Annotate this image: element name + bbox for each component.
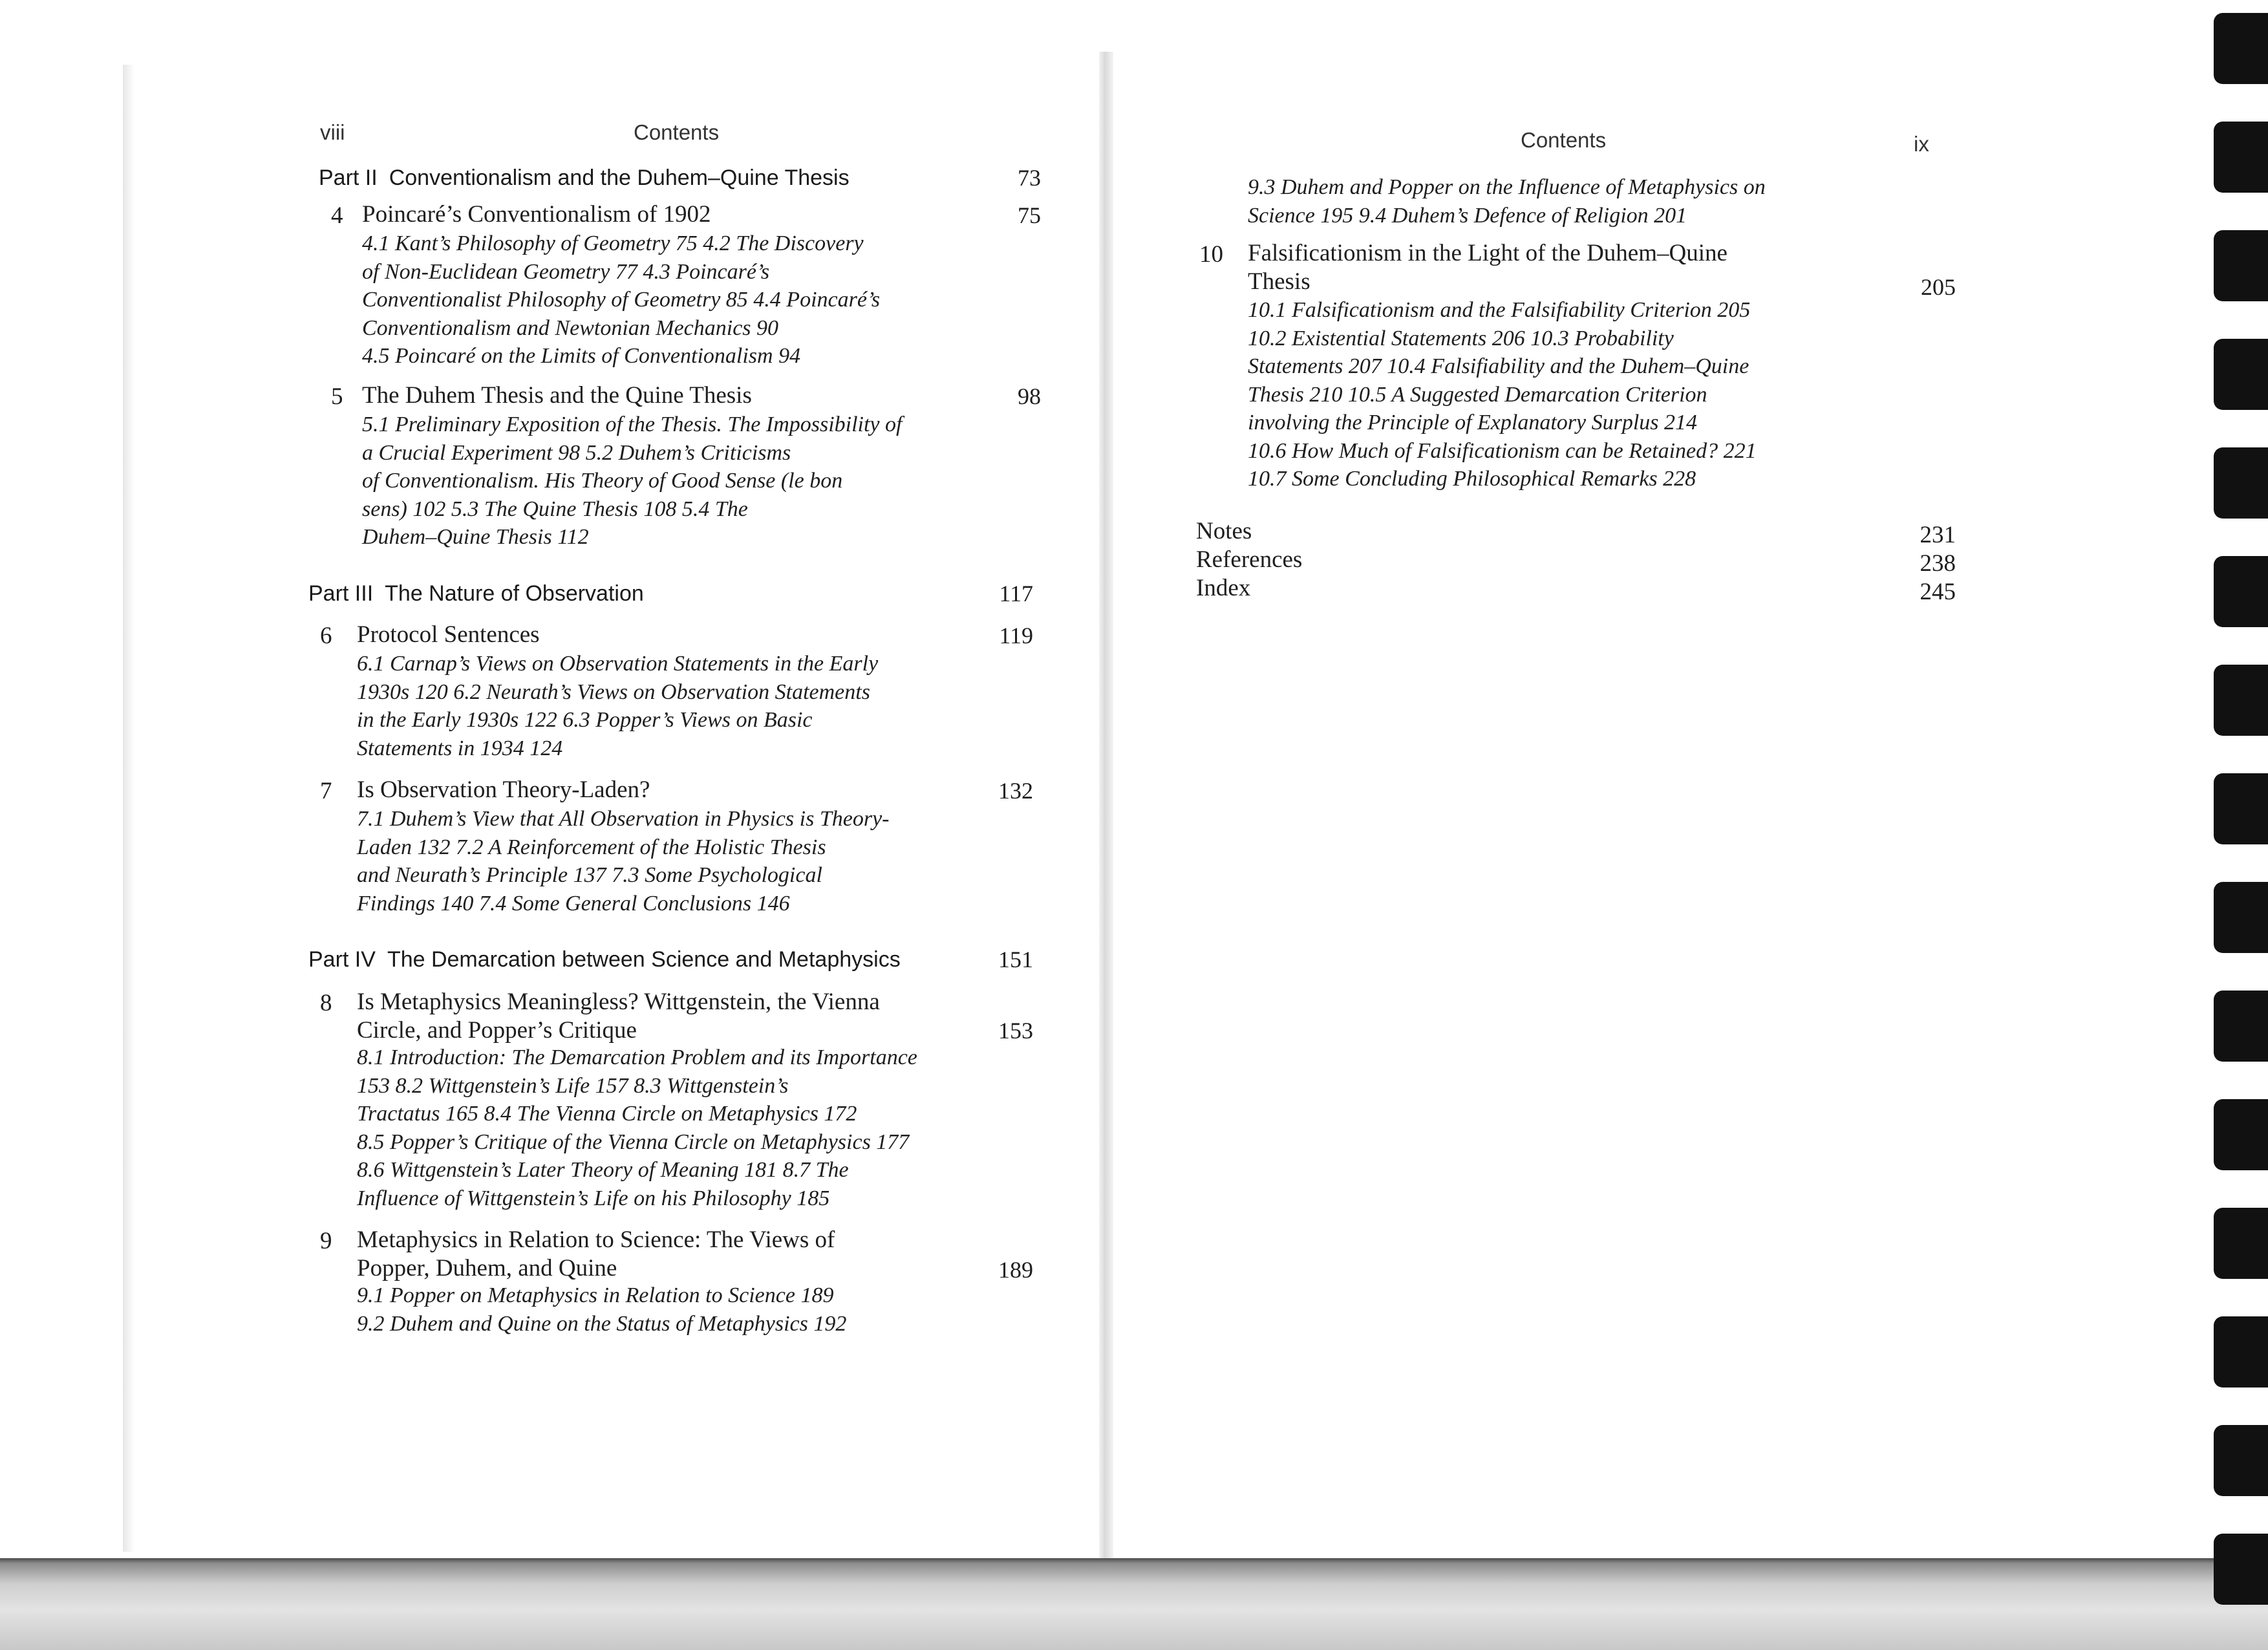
section-line: of Non-Euclidean Geometry 77 4.3 Poincaré’s: [362, 259, 770, 284]
section-line: 7.1 Duhem’s View that All Observation in Physics is Theory-: [357, 807, 890, 831]
folio-left: viii: [320, 120, 345, 144]
section-line: Findings 140 7.4 Some General Conclusions 146: [357, 891, 790, 916]
section-line: Thesis 210 10.5 A Suggested Demarcation Criterion: [1248, 382, 1707, 407]
chapter-number: 10: [1199, 241, 1223, 268]
section-list: [1248, 173, 1766, 230]
left-page: [123, 0, 1099, 1565]
section-line: 6.1 Carnap’s Views on Observation Statements in the Early: [357, 652, 879, 676]
binding-ring: [2214, 773, 2268, 844]
binding-ring: [2214, 1099, 2268, 1170]
section-line: 4.1 Kant’s Philosophy of Geometry 75 4.2 The Discovery: [362, 231, 864, 255]
chapter-page-number: 153: [998, 1018, 1033, 1044]
chapter-number: 9: [320, 1228, 332, 1254]
section-line: 10.7 Some Concluding Philosophical Remarks 228: [1248, 467, 1696, 491]
section-line: 8.5 Popper’s Critique of the Vienna Circle on Metaphysics 177: [357, 1130, 910, 1154]
binding-ring: [2214, 122, 2268, 193]
section-line: 8.1 Introduction: The Demarcation Problem and its Importance: [357, 1045, 917, 1069]
chapter-number: 8: [320, 990, 332, 1016]
chapter-page-number: 205: [1921, 274, 1956, 300]
running-head-right: Contents: [1521, 128, 1607, 152]
chapter-page-number: 119: [999, 623, 1033, 648]
part-title: The Nature of Observation: [385, 581, 644, 606]
chapter-title: Protocol Sentences: [357, 621, 540, 648]
section-list: [357, 1281, 846, 1338]
section-line: 4.5 Poincaré on the Limits of Conventionalism 94: [362, 344, 801, 368]
part-label: Part IV: [308, 947, 376, 972]
chapter-title-line: Is Metaphysics Meaningless? Wittgenstein, the Vienna: [357, 989, 880, 1015]
chapter-title: [1248, 239, 1728, 296]
binding-ring: [2214, 882, 2268, 953]
spiral-binding: [2190, 0, 2268, 1650]
part-heading: [319, 166, 850, 191]
section-line: 9.2 Duhem and Quine on the Status of Metaphysics 192: [357, 1311, 847, 1336]
section-line: Statements 207 10.4 Falsifiability and the Duhem–Quine: [1248, 354, 1749, 378]
binding-ring: [2214, 1208, 2268, 1279]
chapter-title: [357, 1226, 835, 1283]
section-line: 10.1 Falsificationism and the Falsifiability Criterion 205: [1248, 298, 1751, 322]
section-line: 9.1 Popper on Metaphysics in Relation to Science 189: [357, 1283, 834, 1307]
part-title: The Demarcation between Science and Metaphysics: [387, 947, 901, 972]
back-matter-label: References: [1196, 546, 1303, 573]
section-line: 10.2 Existential Statements 206 10.3 Probability: [1248, 326, 1674, 350]
chapter-page-number: 189: [998, 1257, 1033, 1283]
binding-ring: [2214, 1534, 2268, 1605]
chapter-number: 5: [331, 383, 343, 410]
scanner-bottom-edge: [0, 1558, 2268, 1650]
part-title: Conventionalism and the Duhem–Quine Thesis: [389, 166, 850, 190]
chapter-page-number: 98: [1018, 383, 1041, 409]
chapter-title-line: Thesis: [1248, 268, 1311, 295]
chapter-number: 4: [331, 202, 343, 229]
part-page-number: 73: [1018, 165, 1041, 191]
part-heading: [308, 581, 644, 606]
back-matter-label: Index: [1196, 575, 1251, 601]
section-line: Science 195 9.4 Duhem’s Defence of Religion 201: [1248, 203, 1687, 228]
part-label: Part II: [319, 166, 378, 190]
binding-ring: [2214, 1316, 2268, 1388]
part-heading: [308, 947, 901, 972]
section-line: 1930s 120 6.2 Neurath’s Views on Observation Statements: [357, 680, 870, 704]
binding-ring: [2214, 13, 2268, 84]
section-line: Conventionalist Philosophy of Geometry 85 4.4 Poincaré’s: [362, 288, 881, 312]
chapter-number: 6: [320, 623, 332, 649]
section-line: Tractatus 165 8.4 The Vienna Circle on Metaphysics 172: [357, 1102, 857, 1126]
part-label: Part III: [308, 581, 374, 606]
back-matter-page-number: 231: [1920, 522, 1956, 548]
binding-ring: [2214, 447, 2268, 519]
back-matter-page-number: 238: [1920, 550, 1956, 577]
section-line: Laden 132 7.2 A Reinforcement of the Holistic Thesis: [357, 835, 826, 859]
section-list: [357, 1044, 917, 1212]
section-line: involving the Principle of Explanatory Surplus 214: [1248, 411, 1698, 434]
chapter-title-line: Popper, Duhem, and Quine: [357, 1255, 617, 1281]
chapter-page-number: 75: [1018, 202, 1041, 228]
section-line: 153 8.2 Wittgenstein’s Life 157 8.3 Wittgenstein’s: [357, 1073, 789, 1098]
part-page-number: 117: [999, 581, 1033, 606]
chapter-page-number: 132: [998, 778, 1033, 804]
chapter-number: 7: [320, 778, 332, 804]
section-line: sens) 102 5.3 The Quine Thesis 108 5.4 The: [362, 497, 748, 521]
section-line: 5.1 Preliminary Exposition of the Thesis. The Impossibility of: [362, 412, 903, 436]
chapter-title-line: Metaphysics in Relation to Science: The Views of: [357, 1227, 835, 1253]
binding-ring: [2214, 230, 2268, 301]
section-line: Conventionalism and Newtonian Mechanics 90: [362, 316, 779, 340]
section-list: [357, 805, 890, 917]
chapter-title: Is Observation Theory-Laden?: [357, 777, 650, 803]
running-head-left: Contents: [634, 120, 720, 144]
back-matter-list: [1196, 517, 1302, 603]
back-matter-pages: [1891, 521, 1956, 606]
section-line: and Neurath’s Principle 137 7.3 Some Psychological: [357, 863, 822, 887]
section-line: 9.3 Duhem and Popper on the Influence of Metaphysics on: [1248, 175, 1766, 199]
part-page-number: 151: [998, 947, 1033, 972]
back-matter-page-number: 245: [1920, 579, 1956, 605]
section-list: [357, 650, 878, 762]
back-matter-label: Notes: [1196, 518, 1252, 544]
chapter-title: Poincaré’s Conventionalism of 1902: [362, 201, 711, 228]
chapter-title-line: Falsificationism in the Light of the Duhem–Quine: [1248, 240, 1728, 266]
binding-ring: [2214, 339, 2268, 410]
folio-right: ix: [1914, 132, 1929, 156]
right-page: [1115, 0, 2188, 1565]
section-line: Duhem–Quine Thesis 112: [362, 525, 589, 549]
section-line: Statements in 1934 124: [357, 736, 563, 760]
binding-ring: [2214, 1425, 2268, 1496]
binding-ring: [2214, 991, 2268, 1062]
chapter-title-line: Circle, and Popper’s Critique: [357, 1017, 637, 1044]
section-line: 10.6 How Much of Falsificationism can be Retained? 221: [1248, 438, 1757, 463]
section-list: [362, 230, 880, 370]
section-line: of Conventionalism. His Theory of Good Sense (le bon: [362, 469, 843, 493]
section-list: [362, 411, 902, 552]
chapter-title: The Duhem Thesis and the Quine Thesis: [362, 382, 752, 409]
section-list: [1248, 296, 1757, 493]
binding-ring: [2214, 556, 2268, 627]
chapter-title: [357, 988, 880, 1045]
section-line: in the Early 1930s 122 6.3 Popper’s Views on Basic: [357, 708, 813, 732]
section-line: Influence of Wittgenstein’s Life on his Philosophy 185: [357, 1186, 830, 1210]
section-line: 8.6 Wittgenstein’s Later Theory of Meaning 181 8.7 The: [357, 1158, 849, 1182]
binding-ring: [2214, 665, 2268, 736]
section-line: a Crucial Experiment 98 5.2 Duhem’s Criticisms: [362, 440, 791, 465]
book-gutter: [1099, 52, 1113, 1558]
